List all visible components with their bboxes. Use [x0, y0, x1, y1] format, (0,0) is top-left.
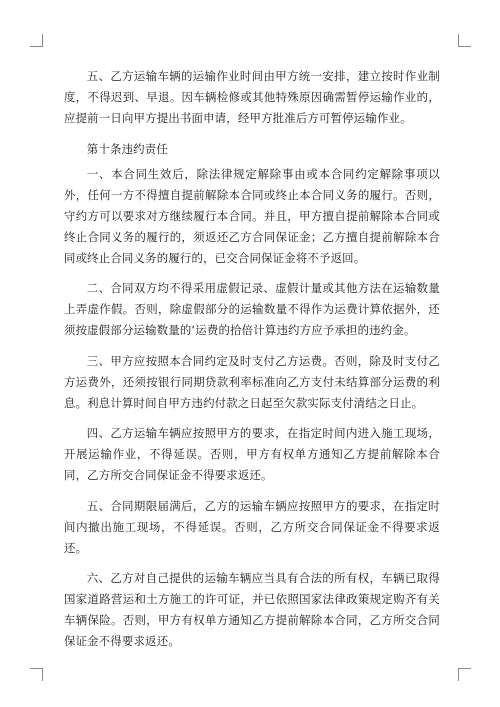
liability-clause-1: 一、本合同生效后，除法律规定解除事由或本合同约定解除事项以外，任何一方不得擅自提前解除本合同或终止本合同义务的履行。否则，守约方可以要求对方继续履行本合同。并且，甲方擅自提前解除本合同或终止合同义务的履行的，须返还乙方合同保证金；乙方擅自提前解除本合同或终止合同义务的履行的，已交合同保证金将不予返回。 [64, 166, 440, 265]
document-body [64, 66, 440, 662]
crop-mark-top-right [458, 34, 471, 47]
clause-5-work-schedule: 五、乙方运输车辆的运输作业时间由甲方统一安排，建立按时作业制度，不得迟到、早退。因车辆检修或其他特殊原因确需暂停运输作业的，应提前一日向甲方提出书面申请，经甲方批准后方可暂停运输作业。 [64, 69, 440, 125]
section-heading-article-10: 第十条违约责任 [86, 141, 168, 156]
liability-clause-4: 四、乙方运输车辆应按照甲方的要求，在指定时间内进入施工现场，开展运输作业，不得延误。否则，甲方有权单方通知乙方提前解除本合同，乙方所交合同保证金不得要求返还。 [64, 426, 440, 482]
crop-mark-bottom-right [458, 668, 471, 681]
crop-mark-bottom-left [30, 668, 43, 681]
liability-clause-5: 五、合同期限届满后，乙方的运输车辆应按照甲方的要求，在指定时间内撤出施工现场，不得延误。否则，乙方所交合同保证金不得要求返还。 [64, 498, 440, 555]
crop-mark-top-left [30, 34, 43, 47]
liability-clause-3: 三、甲方应按照本合同约定及时支付乙方运费。否则，除及时支付乙方运费外，还须按银行同期贷款利率标准向乙方支付未结算部分运费的利息。利息计算时间自甲方违约付款之日起至欠款实际支付清结之日止。 [64, 353, 440, 410]
liability-clause-6: 六、乙方对自己提供的运输车辆应当具有合法的所有权，车辆已取得国家道路营运和土方施工的许可证，并已依照国家法律政策规定购齐有关车辆保险。否则，甲方有权单方通知乙方提前解除本合同，乙方所交合同保证金不得要求返还。 [64, 571, 440, 648]
liability-clause-2: 二、合同双方均不得采用虚假记录、虚假计量或其他方法在运输数量上弄虚作假。否则，除虚假部分的运输数量不得作为运费计算依据外，还须按虚假部分运输数量的‘运费的拾倍计算违约方应予承担的违约金。 [64, 281, 440, 337]
